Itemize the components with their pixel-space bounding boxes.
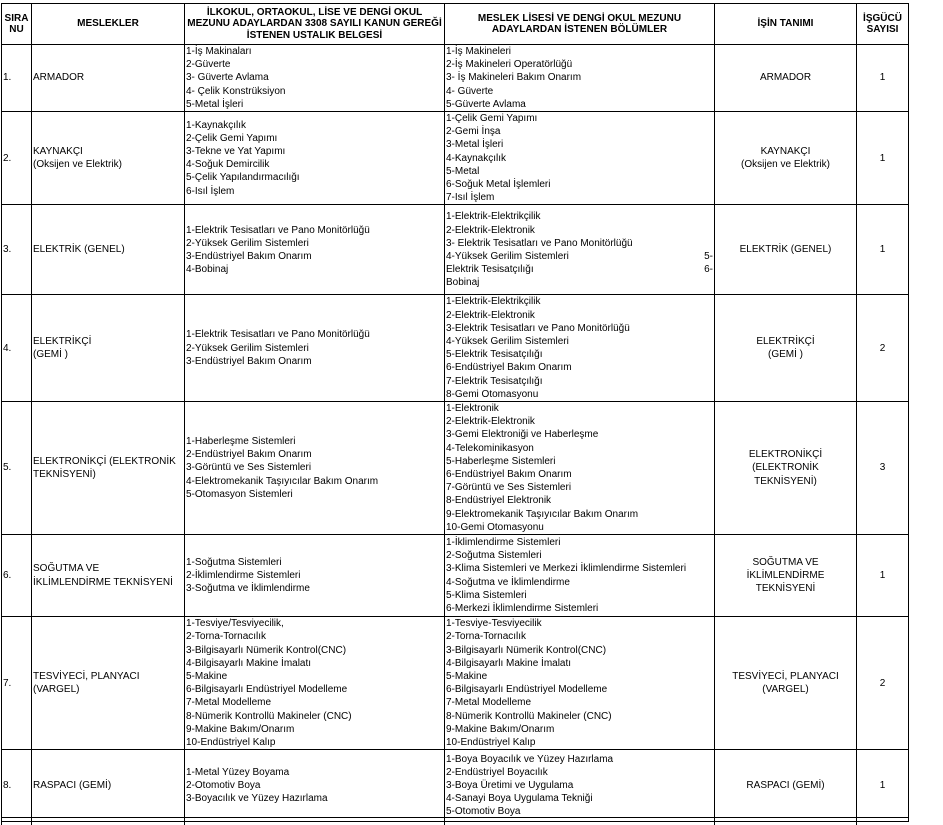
- header-bolumler: MESLEK LİSESİ VE DENGİ OKUL MEZUNU ADAYLARDAN İSTENEN BÖLÜMLER: [445, 4, 715, 45]
- isgucu-sayisi-cell: 3: [857, 402, 909, 535]
- table-row: [2, 535, 909, 617]
- cell-line: 1-Tesviye/Tesviyecilik,: [186, 618, 284, 630]
- cell-line: 2-Gemi İnşa: [446, 126, 501, 138]
- cell-line: 7-Metal Modelleme: [446, 697, 532, 709]
- cell-line: 1-Soğutma Sistemleri: [186, 556, 282, 568]
- isin-tanimi-cell: [715, 205, 857, 295]
- ustalik-belgesi-cell: [185, 402, 445, 535]
- job-requirements-table: [1, 3, 909, 822]
- isin-tanimi-cell: [715, 45, 857, 112]
- isgucu-sayisi-cell: 1: [857, 535, 909, 617]
- cell-line: 5-Klima Sistemleri: [446, 589, 527, 601]
- sira-cell: 3.: [2, 205, 32, 295]
- cell-line: ELEKTRİKÇİ: [756, 336, 815, 348]
- cell-line: 9-Makine Bakım/Onarım: [446, 723, 555, 735]
- cell-line: 6-Endüstriyel Bakım Onarım: [446, 469, 572, 481]
- bolumler-cell: [445, 535, 715, 617]
- cell-line: İKLİMLENDİRME: [746, 569, 825, 581]
- cell-line: 1-Elektrik Tesisatları ve Pano Monitörlüğü: [186, 224, 370, 236]
- cell-line: TEKNİSYENİ: [755, 583, 816, 595]
- cell-line: RASPACI (GEMİ): [33, 780, 112, 792]
- table-row: [2, 750, 909, 822]
- cell-line: 3-Bilgisayarlı Nümerik Kontrol(CNC): [446, 644, 607, 656]
- cell-line: 4-Elektromekanik Taşıyıcılar Bakım Onarım: [186, 475, 379, 487]
- cell-line: 2-İklimlendirme Sistemleri: [186, 569, 301, 581]
- isgucu-sayisi-cell: 2: [857, 617, 909, 750]
- header-meslekler: MESLEKLER: [32, 4, 185, 45]
- cell-line: 10-Gemi Otomasyonu: [446, 521, 544, 533]
- cell-line: 8-Gemi Otomasyonu: [446, 388, 539, 400]
- cell-text: 4-Yüksek Gerilim Sistemleri: [446, 250, 569, 262]
- sira-cell: 8.: [2, 750, 32, 822]
- cell-line: 3-Görüntü ve Ses Sistemleri: [186, 462, 312, 474]
- ustalik-belgesi-cell: [185, 295, 445, 402]
- cell-line: SOĞUTMA VE: [33, 563, 100, 575]
- table-row: [2, 205, 909, 295]
- isgucu-sayisi-cell: 1: [857, 45, 909, 112]
- bolumler-cell: [445, 112, 715, 205]
- cell-line: 6-Merkezi İklimlendirme Sistemleri: [446, 603, 599, 614]
- cell-line: 7-Metal Modelleme: [186, 697, 272, 709]
- meslek-cell: [32, 112, 185, 205]
- meslek-cell: [32, 750, 185, 822]
- cell-line: TESVİYECİ, PLANYACI: [33, 670, 140, 682]
- cell-line: 5-Otomasyon Sistemleri: [186, 488, 293, 500]
- ustalik-belgesi-cell: [185, 112, 445, 205]
- cell-line: 3-Klima Sistemleri ve Merkezi İklimlendirme Sistemleri: [446, 563, 687, 575]
- cell-line: 9-Elektromekanik Taşıyıcılar Bakım Onarım: [446, 508, 639, 520]
- cell-line: 1-Elektrik-Elektrikçilik: [446, 296, 541, 308]
- cell-line: 6-Soğuk Metal İşlemleri: [446, 179, 551, 191]
- isin-tanimi-cell: [715, 112, 857, 205]
- cell-line: (Oksijen ve Elektrik): [741, 159, 830, 171]
- isgucu-sayisi-cell: 1: [857, 112, 909, 205]
- isin-tanimi-cell: [715, 617, 857, 750]
- cell-line: 6-Bilgisayarlı Endüstriyel Modelleme: [186, 684, 348, 696]
- cell-line: 5-Metal İşleri: [186, 98, 244, 110]
- cell-line: 2-Elektrik-Elektronik: [446, 416, 535, 428]
- cell-line: [446, 263, 713, 276]
- table-row: [2, 295, 909, 402]
- cell-line: (VARGEL): [33, 684, 80, 696]
- cell-line: 3-Gemi Elektroniği ve Haberleşme: [446, 429, 599, 441]
- table-row: [2, 112, 909, 205]
- cell-line: 3-Soğutma ve İklimlendirme: [186, 583, 310, 595]
- cell-line: (VARGEL): [762, 684, 809, 696]
- cell-text-right: 5-: [704, 250, 713, 262]
- cell-line: 1-Elektronik: [446, 403, 499, 415]
- cell-line: (GEMİ ): [768, 349, 803, 361]
- table-row: [2, 45, 909, 112]
- cell-text: Elektrik Tesisatçılığı: [446, 264, 534, 276]
- isin-tanimi-cell: [715, 535, 857, 617]
- cell-line: 4-Bobinaj: [186, 264, 229, 276]
- cell-line: 5-Otomotiv Boya: [446, 806, 521, 818]
- cell-line: 1-Çelik Gemi Yapımı: [446, 113, 538, 125]
- bolumler-cell: [445, 750, 715, 822]
- cell-line: (Oksijen ve Elektrik): [33, 159, 122, 171]
- cell-line: 3-Endüstriyel Bakım Onarım: [186, 250, 312, 262]
- cell-line: 1-Elektrik-Elektrikçilik: [446, 211, 541, 223]
- table-row: [2, 617, 909, 750]
- cell-line: 6-Bilgisayarlı Endüstriyel Modelleme: [446, 684, 608, 696]
- cell-line: ELEKTRİK (GENEL): [33, 244, 125, 256]
- cell-line: 4-Bilgisayarlı Makine İmalatı: [186, 657, 312, 669]
- table-row: [2, 402, 909, 535]
- header-ustalik-belgesi: İLKOKUL, ORTAOKUL, LİSE VE DENGİ OKUL MEZUNU ADAYLARDAN 3308 SAYILI KANUN GEREĞİ İSTENEN USTALIK BELGESİ: [185, 4, 445, 45]
- cell-line: 4-Telekominikasyon: [446, 442, 534, 454]
- cell-line: 4-Kaynakçılık: [446, 152, 507, 164]
- cell-line: 2-İş Makineleri Operatörlüğü: [446, 59, 573, 71]
- meslek-cell: [32, 535, 185, 617]
- cell-line: 2-Yüksek Gerilim Sistemleri: [186, 342, 309, 354]
- sira-cell: 4.: [2, 295, 32, 402]
- cell-line: 7-Görüntü ve Ses Sistemleri: [446, 482, 572, 494]
- cell-line: 2-Elektrik-Elektronik: [446, 309, 535, 321]
- header-isin-tanimi: İŞİN TANIMI: [715, 4, 857, 45]
- sira-cell: 1.: [2, 45, 32, 112]
- table-body: [2, 45, 909, 822]
- bolumler-cell: [445, 45, 715, 112]
- cell-line: 7-Isıl İşlem: [446, 192, 495, 204]
- ustalik-belgesi-cell: [185, 535, 445, 617]
- cell-line: 9-Makine Bakım/Onarım: [186, 723, 295, 735]
- ustalik-belgesi-cell: [185, 45, 445, 112]
- cell-line: 2-Torna-Tornacılık: [446, 631, 527, 643]
- meslek-cell: [32, 402, 185, 535]
- cell-line: 4- Çelik Konstrüksiyon: [186, 85, 286, 97]
- cell-line: KAYNAKÇI: [760, 146, 811, 158]
- cell-line: (ELEKTRONİK: [752, 462, 819, 474]
- cell-line: 3-Endüstriyel Bakım Onarım: [186, 355, 312, 367]
- bolumler-cell: [445, 617, 715, 750]
- cell-line: 3- İş Makineleri Bakım Onarım: [446, 72, 582, 84]
- cell-line: 3-Bilgisayarlı Nümerik Kontrol(CNC): [186, 644, 347, 656]
- header-sira: SIRA NU: [2, 4, 32, 45]
- ustalik-belgesi-cell: [185, 205, 445, 295]
- meslek-cell: [32, 45, 185, 112]
- cell-line: 4-Soğutma ve İklimlendirme: [446, 576, 570, 588]
- cell-line: 3-Boyacılık ve Yüzey Hazırlama: [186, 793, 328, 805]
- cell-text-right: 6-: [704, 264, 713, 276]
- cell-line: 1-İklimlendirme Sistemleri: [446, 536, 561, 548]
- isin-tanimi-cell: [715, 402, 857, 535]
- sira-cell: 6.: [2, 535, 32, 617]
- cell-line: KAYNAKÇI: [33, 146, 83, 158]
- cell-line: 1-Elektrik Tesisatları ve Pano Monitörlüğü: [186, 329, 370, 341]
- cell-line: (GEMİ ): [33, 349, 68, 361]
- meslek-cell: [32, 205, 185, 295]
- cell-line: 6-Endüstriyel Bakım Onarım: [446, 362, 572, 374]
- cell-line: 1-Kaynakçılık: [186, 119, 247, 131]
- cell-line: 2-Elektrik-Elektronik: [446, 224, 535, 236]
- cell-line: İKLİMLENDİRME TEKNİSYENİ: [33, 576, 173, 588]
- cell-line: SOĞUTMA VE: [752, 556, 819, 568]
- cell-line: 2-Endüstriyel Bakım Onarım: [186, 449, 312, 461]
- cell-line: 3- Elektrik Tesisatları ve Pano Monitörlüğü: [446, 237, 633, 249]
- cell-line: 10-Endüstriyel Kalıp: [446, 736, 536, 748]
- cell-line: 5-Güverte Avlama: [446, 98, 526, 110]
- cell-line: ELEKTRİKÇİ: [33, 336, 92, 348]
- sira-cell: 2.: [2, 112, 32, 205]
- isin-tanimi-cell: [715, 295, 857, 402]
- cell-line: 10-Endüstriyel Kalıp: [186, 736, 276, 748]
- cell-line: 2-Otomotiv Boya: [186, 780, 261, 792]
- cell-line: 2-Endüstriyel Boyacılık: [446, 766, 548, 778]
- ustalik-belgesi-cell: [185, 750, 445, 822]
- cell-line: 8-Nümerik Kontrollü Makineler (CNC): [186, 710, 352, 722]
- cell-line: 8-Nümerik Kontrollü Makineler (CNC): [446, 710, 612, 722]
- sira-cell: 5.: [2, 402, 32, 535]
- meslek-cell: [32, 295, 185, 402]
- cell-line: 4-Soğuk Demircilik: [186, 159, 270, 171]
- cell-line: ELEKTRONİKÇİ: [748, 449, 823, 461]
- cell-line: 4-Yüksek Gerilim Sistemleri: [446, 336, 569, 348]
- cell-line: RASPACI (GEMİ): [746, 780, 825, 792]
- isin-tanimi-cell: [715, 750, 857, 822]
- cell-line: 3- Güverte Avlama: [186, 72, 269, 84]
- cell-line: TEKNİSYENİ): [33, 469, 96, 481]
- cell-line: 2-Güverte: [186, 59, 231, 71]
- cell-line: ELEKTRONİKÇİ (ELEKTRONİK: [33, 455, 176, 467]
- cell-line: 8-Endüstriyel Elektronik: [446, 495, 552, 507]
- cell-line: 2-Çelik Gemi Yapımı: [186, 132, 278, 144]
- cell-line: 1-Tesviye-Tesviyecilik: [446, 618, 542, 630]
- bolumler-cell: [445, 402, 715, 535]
- cell-line: ELEKTRİK (GENEL): [739, 244, 832, 256]
- cell-line: 2-Soğutma Sistemleri: [446, 550, 542, 562]
- cell-line: TEKNİSYENİ): [754, 475, 817, 487]
- isgucu-sayisi-cell: 2: [857, 295, 909, 402]
- cell-line: ARMADOR: [33, 72, 85, 84]
- cell-line: 3-Boya Üretimi ve Uygulama: [446, 780, 574, 792]
- cell-line: 1-İş Makineleri: [446, 46, 512, 57]
- cell-line: 2-Yüksek Gerilim Sistemleri: [186, 237, 309, 249]
- cell-line: TESVİYECİ, PLANYACI: [732, 670, 839, 682]
- cell-line: 5-Makine: [446, 670, 488, 682]
- ustalik-belgesi-cell: [185, 617, 445, 750]
- cell-line: 3-Elektrik Tesisatları ve Pano Monitörlüğü: [446, 322, 630, 334]
- bolumler-cell: [445, 205, 715, 295]
- cell-line: 7-Elektrik Tesisatçılığı: [446, 375, 543, 387]
- cell-line: 5-Çelik Yapılandırmacılığı: [186, 172, 300, 184]
- next-page-row-fragment: [1, 817, 908, 825]
- cell-line: 1-Boya Boyacılık ve Yüzey Hazırlama: [446, 753, 614, 765]
- cell-line: 5-Metal: [446, 165, 480, 177]
- isgucu-sayisi-cell: 1: [857, 750, 909, 822]
- cell-line: 1-Haberleşme Sistemleri: [186, 436, 296, 448]
- cell-line: 3-Metal İşleri: [446, 139, 504, 151]
- cell-line: 4-Bilgisayarlı Makine İmalatı: [446, 657, 572, 669]
- cell-line: 5-Elektrik Tesisatçılığı: [446, 349, 543, 361]
- cell-line: 5-Haberleşme Sistemleri: [446, 455, 556, 467]
- cell-line: 3-Tekne ve Yat Yapımı: [186, 146, 286, 158]
- cell-line: 1-İş Makinaları: [186, 46, 252, 57]
- cell-line: [446, 250, 713, 263]
- cell-line: ARMADOR: [759, 72, 812, 84]
- bolumler-cell: [445, 295, 715, 402]
- cell-line: 6-Isıl İşlem: [186, 185, 235, 197]
- cell-line: 4- Güverte: [446, 85, 494, 97]
- cell-line: 2-Torna-Tornacılık: [186, 631, 267, 643]
- cell-line: Bobinaj: [446, 277, 480, 289]
- isgucu-sayisi-cell: 1: [857, 205, 909, 295]
- cell-line: 1-Metal Yüzey Boyama: [186, 766, 290, 778]
- cell-line: 4-Sanayi Boya Uygulama Tekniği: [446, 793, 593, 805]
- cell-line: 5-Makine: [186, 670, 228, 682]
- header-isgucu-sayisi: İŞGÜCÜ SAYISI: [857, 4, 909, 45]
- meslek-cell: [32, 617, 185, 750]
- sira-cell: 7.: [2, 617, 32, 750]
